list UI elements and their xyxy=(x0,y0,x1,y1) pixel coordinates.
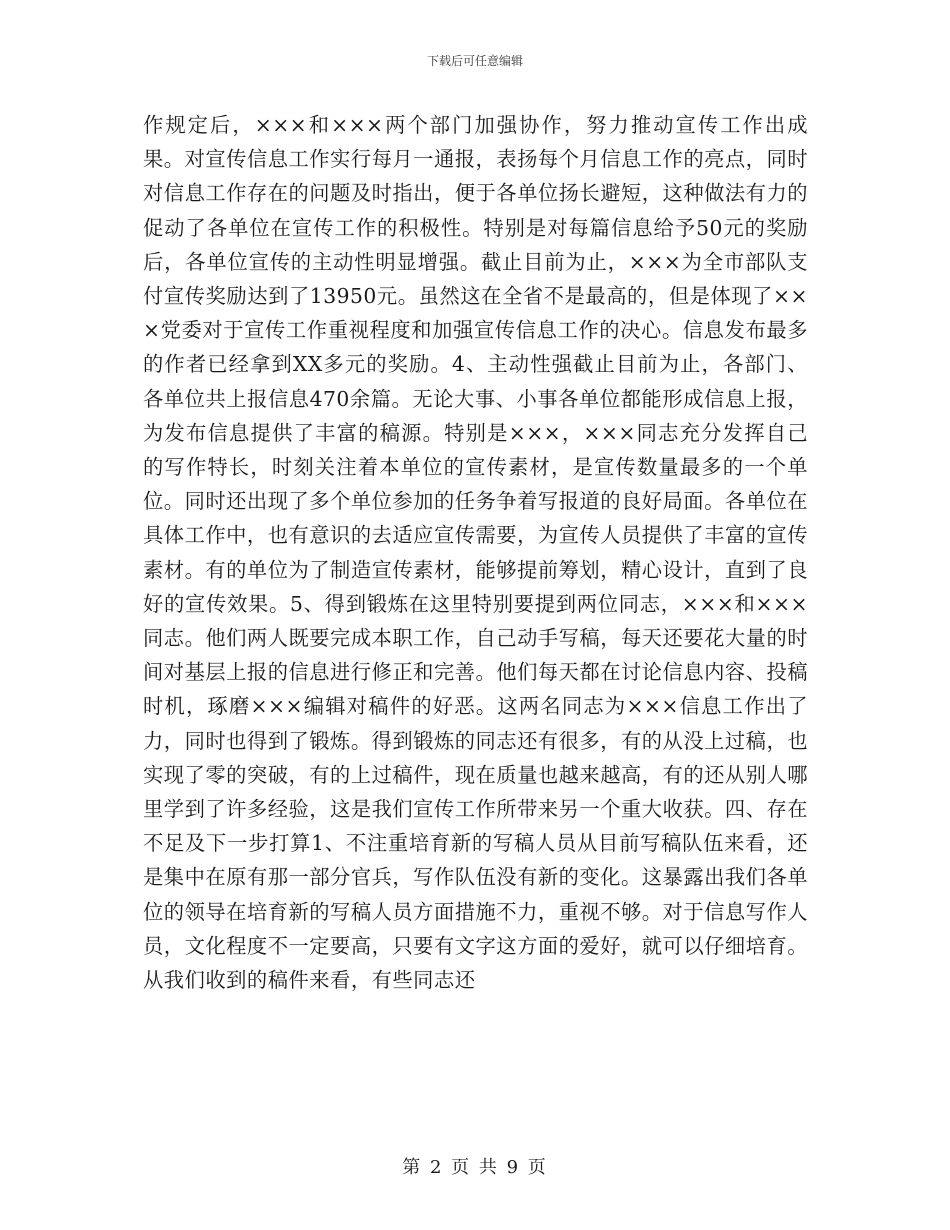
document-body-text: 作规定后，×××和×××两个部门加强协作，努力推动宣传工作出成果。对宣传信息工作实行每月一通报，表扬每个月信息工作的亮点，同时对信息工作存在的问题及时指出，便于各单位扬长避短，这种做法有力的促动了各单位在宣传工作的积极性。特别是对每篇信息给予50元的奖励后，各单位宣传的主动性明显增强。截止目前为止，×××为全市部队支付宣传奖励达到了13950元。虽然这在全省不是最高的，但是体现了×××党委对于宣传工作重视程度和加强宣传信息工作的决心。信息发布最多的作者已经拿到XX多元的奖励。4、主动性强截止目前为止，各部门、各单位共上报信息470余篇。无论大事、小事各单位都能形成信息上报，为发布信息提供了丰富的稿源。特别是×××，×××同志充分发挥自己的写作特长，时刻关注着本单位的宣传素材，是宣传数量最多的一个单位。同时还出现了多个单位参加的任务争着写报道的良好局面。各单位在具体工作中，也有意识的去适应宣传需要，为宣传人员提供了丰富的宣传素材。有的单位为了制造宣传素材，能够提前筹划，精心设计，直到了良好的宣传效果。5、得到锻炼在这里特别要提到两位同志，×××和×××同志。他们两人既要完成本职工作，自己动手写稿，每天还要花大量的时间对基层上报的信息进行修正和完善。他们每天都在讨论信息内容、投稿时机，琢磨×××编辑对稿件的好恶。这两名同志为×××信息工作出了力，同时也得到了锻炼。得到锻炼的同志还有很多，有的从没上过稿，也实现了零的突破，有的上过稿件，现在质量也越来越高，有的还从别人哪里学到了许多经验，这是我们宣传工作所带来另一个重大收获。四、存在不足及下一步打算1、不注重培育新的写稿人员从目前写稿队伍来看，还是集中在原有那一部分官兵，写作队伍没有新的变化。这暴露出我们各单位的领导在培育新的写稿人员方面措施不力，重视不够。对于信息写作人员，文化程度不一定要高，只要有文字这方面的爱好，就可以仔细培育。从我们收到的稿件来看，有些同志还 xyxy=(143,113,809,993)
page-header-note: 下载后可任意编辑 xyxy=(426,54,523,68)
page-number-footer: 第 2 页 共 9 页 xyxy=(402,1157,548,1178)
